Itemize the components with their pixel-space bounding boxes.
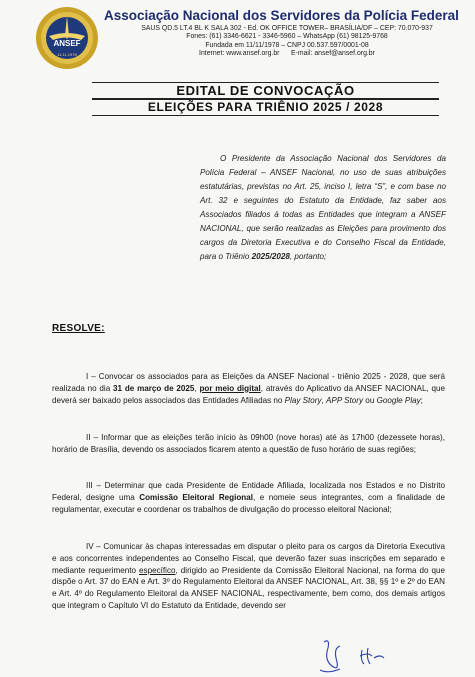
p3-text-a: III – Determinar que cada Presidente de Entidade Afiliada, localizada nos Estados e no Distrito Federal, designe uma <box>52 481 445 502</box>
p3-text-b: , e nomeie seus integrantes, com a finalidade de regulamentar, executar e coordenar os trabalhos de divulgação do processo eleitoral Nacional; <box>52 492 445 514</box>
p1-text-f: ; <box>420 395 423 405</box>
founded-line: Fundada em 11/11/1978 – CNPJ 00.537.597/0001-08 <box>205 41 369 49</box>
p4-text-a: IV – Comunicar às chapas interessadas em disputar o pleito para os cargos da Diretoria Executiva e aos concorrentes independentes ao Conselho Fiscal, que deverão fazer suas inscrições em separado e mediante requerimento <box>52 542 445 575</box>
internet-line: Internet: www.ansef.org.br E-mail: ansef@ansef.org.br <box>199 50 375 58</box>
preamble-paragraph <box>200 152 446 264</box>
title-eleicoes: ELEIÇÕES PARA TRIÊNIO 2025 / 2028 <box>92 99 439 116</box>
p1-text-e: ou <box>363 395 377 405</box>
logo-wordmark: ANSEF <box>53 39 81 48</box>
regional-commission: Comissão Eleitoral Regional <box>139 492 253 502</box>
contact-block <box>122 25 452 59</box>
paragraph-ii <box>52 432 445 456</box>
ansef-logo <box>35 6 99 70</box>
address-line: SAUS QD.5 LT.4 BL K SALA 302 - Ed. OK OFFICE TOWER– BRASÍLIA/DF – CEP: 70.070-937 <box>141 25 433 32</box>
preamble-text: O Presidente da Associação Nacional dos Servidores da Polícia Federal – ANSEF Nacional, no uso de suas atribuições estatutárias, previstas no Art. 25, inciso I, letra “S”, e com base no Art. 32 e seguintes do Estatuto da Entidade, faz saber aos Associados filiados à todas as Entidades que integram a ANSEF NACIONAL, que serão realizadas as Eleições para provimento dos cargos da Diretoria Executiva e do Conselho Fiscal da Entidade, para o Triênio <box>200 154 446 261</box>
paragraph-i <box>52 371 445 406</box>
organization-name: Associação Nacional dos Servidores da Polícia Federal <box>104 8 459 23</box>
preamble-tail: , portanto; <box>289 252 327 261</box>
digital-mode: por meio digital <box>199 383 261 393</box>
p1-text-b: , <box>194 383 200 393</box>
logo-date: 11.11.1978 <box>57 52 77 57</box>
p1-text-a: I – Convocar os associados para as Eleições da ANSEF Nacional - triênio 2025 - 2028, que será realizada no dia <box>52 372 445 393</box>
store-app-story: APP Story <box>326 395 364 405</box>
preamble-triennium: 2025/2028 <box>251 252 290 261</box>
phones-line: Fones: (61) 3346-6621 - 3346-5960 – WhatsApp (61) 98125-9768 <box>186 33 388 41</box>
resolve-heading: RESOLVE: <box>52 323 105 334</box>
paragraph-iv <box>52 541 445 612</box>
store-play-story: Play Story <box>284 395 322 405</box>
handwritten-initials <box>310 636 420 676</box>
specific-word: específico <box>139 565 176 575</box>
p1-text-c: , através do Aplicativo da ANSEF NACIONAL, que deverá ser baixado pelos associados das Entidades Afiliadas no <box>52 383 445 405</box>
title-edital: EDITAL DE CONVOCAÇÃO <box>92 82 439 99</box>
store-google-play: Google Play <box>376 395 421 405</box>
p1-text-d: , <box>321 395 327 405</box>
p4-text-b: , dirigido ao Presidente da Comissão Eleitoral Nacional, na forma do que dispõe o Art. 37 do EAN e Art. 3º do Regulamento Eleitoral da ANSEF NACIONAL, Art. 38, §§ 1º e 2º do EAN e Art. 4º do Regulamento Eleitoral da ANSEF NACIONAL, respectivamente, bem como, dos demais artigos que integram o Capítulo VI do Estatuto da Entidade, devendo ser <box>52 565 445 610</box>
p2-text: II – Informar que as eleições terão início às 09h00 (nove horas) até às 17h00 (dezessete horas), horário de Brasília, devendo os associados ficarem atento a questão de fuso horário de suas regiões; <box>52 433 445 454</box>
paragraph-iii <box>52 480 445 515</box>
election-date: 31 de março de 2025 <box>113 383 195 393</box>
